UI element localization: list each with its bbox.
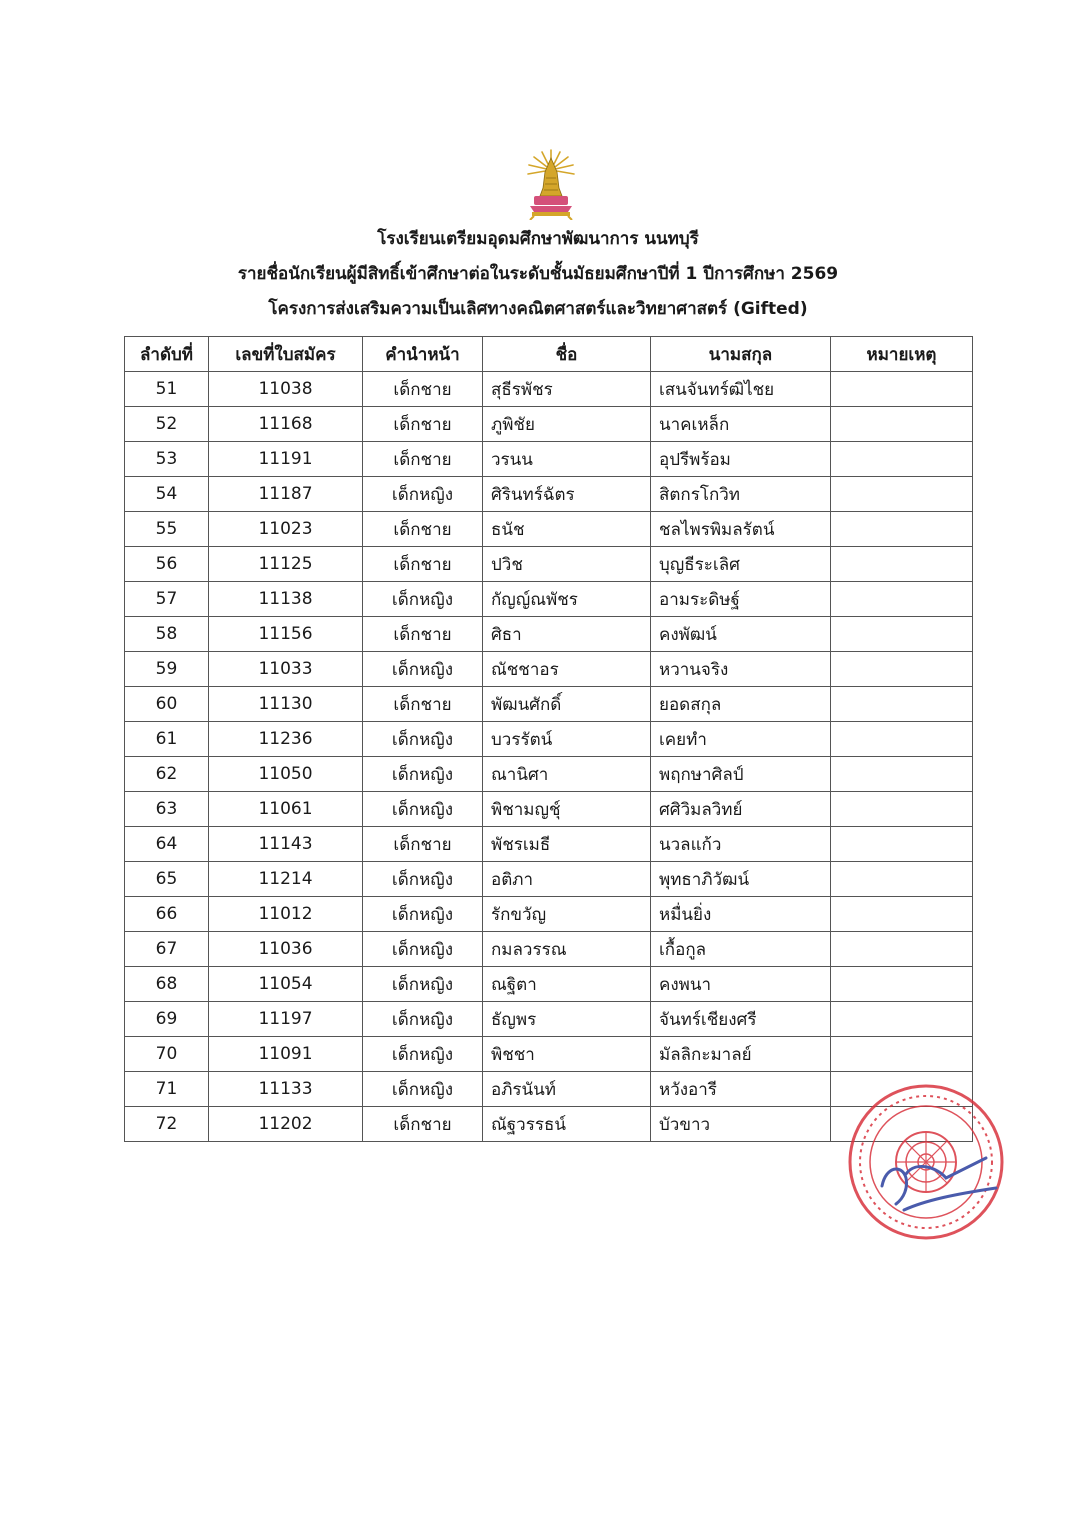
cell-prefix: เด็กชาย [363, 442, 483, 477]
cell-remarks [831, 897, 973, 932]
cell-remarks [831, 722, 973, 757]
table-row [125, 652, 973, 687]
cell-first-name: รักขวัญ [483, 897, 651, 932]
cell-application-number: 11023 [209, 512, 363, 547]
cell-prefix: เด็กชาย [363, 617, 483, 652]
table-row [125, 582, 973, 617]
cell-application-number: 11061 [209, 792, 363, 827]
cell-order: 57 [125, 582, 209, 617]
table-row [125, 897, 973, 932]
cell-first-name: ภูพิชัย [483, 407, 651, 442]
cell-remarks [831, 862, 973, 897]
cell-first-name: พัฒนศักดิ์ [483, 687, 651, 722]
cell-remarks [831, 477, 973, 512]
cell-last-name: เกื้อกูล [651, 932, 831, 967]
cell-application-number: 11202 [209, 1107, 363, 1142]
cell-remarks [831, 652, 973, 687]
cell-last-name: สิตกรโกวิท [651, 477, 831, 512]
program-title: โครงการส่งเสริมความเป็นเลิศทางคณิตศาสตร์และวิทยาศาสตร์ (Gifted) [268, 299, 808, 319]
cell-last-name: อุปรีพร้อม [651, 442, 831, 477]
cell-first-name: ณานิศา [483, 757, 651, 792]
cell-order: 63 [125, 792, 209, 827]
cell-order: 60 [125, 687, 209, 722]
cell-prefix: เด็กชาย [363, 407, 483, 442]
cell-first-name: สุธีรพัชร [483, 372, 651, 407]
cell-first-name: ปวิช [483, 547, 651, 582]
table-row [125, 617, 973, 652]
cell-order: 51 [125, 372, 209, 407]
cell-last-name: หวังอารี [651, 1072, 831, 1107]
cell-last-name: มัลลิกะมาลย์ [651, 1037, 831, 1072]
cell-first-name: อภิรนันท์ [483, 1072, 651, 1107]
cell-first-name: พัชรเมธี [483, 827, 651, 862]
cell-application-number: 11138 [209, 582, 363, 617]
cell-last-name: คงพัฒน์ [651, 617, 831, 652]
cell-last-name: บุญธีระเลิศ [651, 547, 831, 582]
cell-application-number: 11197 [209, 1002, 363, 1037]
cell-application-number: 11038 [209, 372, 363, 407]
cell-application-number: 11236 [209, 722, 363, 757]
cell-last-name: พฤกษาศิลป์ [651, 757, 831, 792]
cell-first-name: ณัฐวรรธน์ [483, 1107, 651, 1142]
column-header-prefix: คำนำหน้า [363, 337, 483, 372]
cell-application-number: 11125 [209, 547, 363, 582]
table-row [125, 792, 973, 827]
column-header-first-name: ชื่อ [483, 337, 651, 372]
table-row [125, 407, 973, 442]
cell-application-number: 11187 [209, 477, 363, 512]
cell-prefix: เด็กชาย [363, 687, 483, 722]
cell-order: 58 [125, 617, 209, 652]
table-row [125, 372, 973, 407]
cell-order: 68 [125, 967, 209, 1002]
cell-order: 69 [125, 1002, 209, 1037]
table-row [125, 477, 973, 512]
cell-prefix: เด็กหญิง [363, 582, 483, 617]
cell-prefix: เด็กหญิง [363, 477, 483, 512]
cell-last-name: หมื่นยิ่ง [651, 897, 831, 932]
cell-prefix: เด็กหญิง [363, 862, 483, 897]
cell-prefix: เด็กชาย [363, 827, 483, 862]
cell-first-name: กมลวรรณ [483, 932, 651, 967]
cell-application-number: 11143 [209, 827, 363, 862]
cell-order: 71 [125, 1072, 209, 1107]
cell-application-number: 11156 [209, 617, 363, 652]
cell-prefix: เด็กหญิง [363, 1002, 483, 1037]
cell-prefix: เด็กหญิง [363, 1037, 483, 1072]
cell-application-number: 11012 [209, 897, 363, 932]
cell-application-number: 11130 [209, 687, 363, 722]
cell-first-name: อติภา [483, 862, 651, 897]
cell-prefix: เด็กหญิง [363, 792, 483, 827]
cell-order: 65 [125, 862, 209, 897]
cell-order: 72 [125, 1107, 209, 1142]
table-row [125, 827, 973, 862]
cell-prefix: เด็กหญิง [363, 897, 483, 932]
cell-last-name: พุทธาภิวัฒน์ [651, 862, 831, 897]
cell-application-number: 11050 [209, 757, 363, 792]
cell-remarks [831, 932, 973, 967]
cell-application-number: 11033 [209, 652, 363, 687]
cell-application-number: 11054 [209, 967, 363, 1002]
official-school-stamp [846, 1074, 1006, 1254]
cell-prefix: เด็กหญิง [363, 1072, 483, 1107]
cell-prefix: เด็กชาย [363, 372, 483, 407]
table-row [125, 932, 973, 967]
cell-order: 61 [125, 722, 209, 757]
cell-last-name: เสนจันทร์ฒิไชย [651, 372, 831, 407]
cell-first-name: พิชชา [483, 1037, 651, 1072]
cell-order: 64 [125, 827, 209, 862]
cell-last-name: ศศิวิมลวิทย์ [651, 792, 831, 827]
list-title: รายชื่อนักเรียนผู้มีสิทธิ์เข้าศึกษาต่อในระดับชั้นมัธยมศึกษาปีที่ 1 ปีการศึกษา 2569 [237, 264, 839, 284]
cell-remarks [831, 442, 973, 477]
cell-order: 62 [125, 757, 209, 792]
table-row [125, 1002, 973, 1037]
cell-application-number: 11133 [209, 1072, 363, 1107]
cell-prefix: เด็กชาย [363, 547, 483, 582]
cell-application-number: 11168 [209, 407, 363, 442]
cell-order: 55 [125, 512, 209, 547]
cell-application-number: 11036 [209, 932, 363, 967]
table-row [125, 442, 973, 477]
cell-remarks [831, 547, 973, 582]
cell-last-name: หวานจริง [651, 652, 831, 687]
cell-prefix: เด็กหญิง [363, 652, 483, 687]
cell-first-name: พิชามญชุ์ [483, 792, 651, 827]
document-header [0, 222, 1076, 327]
cell-order: 54 [125, 477, 209, 512]
cell-remarks [831, 582, 973, 617]
cell-first-name: ณัชชาอร [483, 652, 651, 687]
cell-first-name: ณฐิตา [483, 967, 651, 1002]
cell-prefix: เด็กชาย [363, 1107, 483, 1142]
table-row [125, 1037, 973, 1072]
column-header-last-name: นามสกุล [651, 337, 831, 372]
table-header-row [125, 337, 973, 372]
cell-application-number: 11214 [209, 862, 363, 897]
cell-prefix: เด็กชาย [363, 512, 483, 547]
cell-order: 66 [125, 897, 209, 932]
cell-remarks [831, 827, 973, 862]
cell-prefix: เด็กหญิง [363, 722, 483, 757]
phra-kiao-crest-icon [524, 148, 578, 220]
cell-remarks [831, 1037, 973, 1072]
cell-application-number: 11191 [209, 442, 363, 477]
cell-application-number: 11091 [209, 1037, 363, 1072]
table-row [125, 722, 973, 757]
student-roster-table [124, 336, 973, 1142]
cell-last-name: ชลไพรพิมลรัตน์ [651, 512, 831, 547]
table-row [125, 512, 973, 547]
cell-first-name: ศิธา [483, 617, 651, 652]
column-header-order: ลำดับที่ [125, 337, 209, 372]
cell-last-name: อามระดิษฐ์ [651, 582, 831, 617]
table-row [125, 862, 973, 897]
cell-remarks [831, 1002, 973, 1037]
cell-first-name: บวรรัตน์ [483, 722, 651, 757]
cell-first-name: ศิรินทร์ฉัตร [483, 477, 651, 512]
table-row [125, 967, 973, 1002]
table-body [125, 372, 973, 1142]
cell-order: 52 [125, 407, 209, 442]
cell-first-name: ธัญพร [483, 1002, 651, 1037]
cell-first-name: กัญญ์ณพัชร [483, 582, 651, 617]
cell-first-name: วรนน [483, 442, 651, 477]
cell-remarks [831, 407, 973, 442]
cell-last-name: คงพนา [651, 967, 831, 1002]
cell-last-name: ยอดสกุล [651, 687, 831, 722]
cell-order: 53 [125, 442, 209, 477]
cell-remarks [831, 617, 973, 652]
cell-last-name: นวลแก้ว [651, 827, 831, 862]
cell-prefix: เด็กหญิง [363, 967, 483, 1002]
table-row [125, 757, 973, 792]
cell-remarks [831, 757, 973, 792]
cell-remarks [831, 372, 973, 407]
cell-order: 70 [125, 1037, 209, 1072]
cell-last-name: นาคเหล็ก [651, 407, 831, 442]
cell-prefix: เด็กหญิง [363, 932, 483, 967]
cell-order: 56 [125, 547, 209, 582]
school-name: โรงเรียนเตรียมอุดมศึกษาพัฒนาการ นนทบุรี [377, 229, 699, 249]
cell-prefix: เด็กหญิง [363, 757, 483, 792]
cell-order: 59 [125, 652, 209, 687]
cell-remarks [831, 967, 973, 1002]
table-row [125, 687, 973, 722]
cell-order: 67 [125, 932, 209, 967]
column-header-application-number: เลขที่ใบสมัคร [209, 337, 363, 372]
cell-last-name: จันทร์เชียงศรี [651, 1002, 831, 1037]
cell-last-name: บัวขาว [651, 1107, 831, 1142]
cell-remarks [831, 792, 973, 827]
cell-remarks [831, 512, 973, 547]
cell-last-name: เคยทำ [651, 722, 831, 757]
table-row [125, 547, 973, 582]
cell-first-name: ธนัช [483, 512, 651, 547]
column-header-remarks: หมายเหตุ [831, 337, 973, 372]
cell-remarks [831, 687, 973, 722]
